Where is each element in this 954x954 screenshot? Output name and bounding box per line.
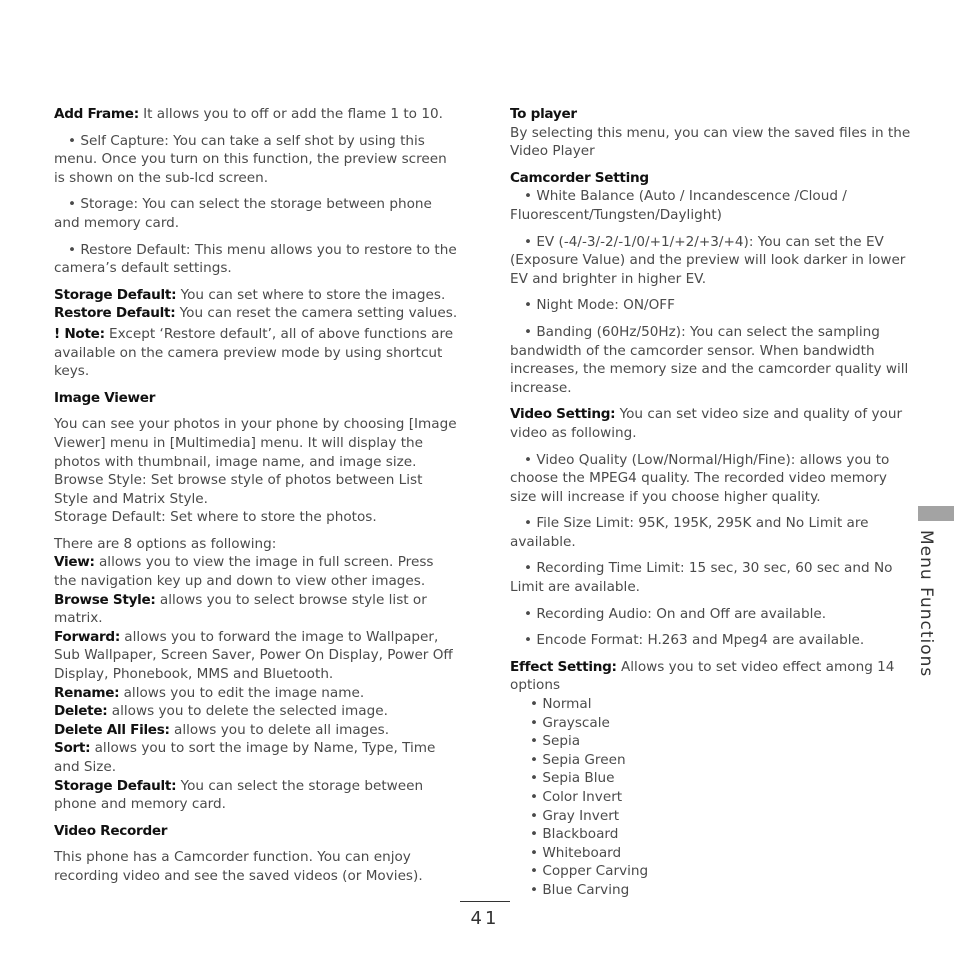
- restore-default-bullet: • Restore Default: This menu allows you to restore to the camera’s default settings.: [54, 241, 460, 278]
- effect-item: • Normal: [530, 695, 915, 714]
- ev-bullet: • EV (-4/-3/-2/-1/0/+1/+2/+3/+4): You can set the EV (Exposure Value) and the preview will look darker in lower EV and brighter in higher EV.: [510, 233, 915, 289]
- image-viewer-options-intro: There are 8 options as following:: [54, 535, 277, 552]
- effect-setting-paragraph: [510, 658, 915, 695]
- option-text: You can select the storage between phone and memory card.: [54, 777, 424, 813]
- option-text: allows you to forward the image to Wallpaper, Sub Wallpaper, Screen Saver, Power On Display, Power Off Display, Phonebook, MMS and Bluetooth.: [54, 628, 453, 683]
- effect-setting-label: Effect Setting:: [510, 658, 617, 675]
- option-label: Delete All Files:: [54, 721, 170, 738]
- image-viewer-heading: Image Viewer: [54, 389, 156, 406]
- page-number-rule: [460, 901, 510, 902]
- option-label: Rename:: [54, 684, 120, 701]
- effect-item: • Gray Invert: [530, 807, 915, 826]
- restore-default-label: Restore Default:: [54, 305, 176, 322]
- option-text: allows you to delete the selected image.: [107, 703, 388, 720]
- option-text: allows you to select browse style list or matrix.: [54, 591, 427, 627]
- add-frame-label: Add Frame:: [54, 106, 139, 122]
- effect-item: • Sepia Green: [530, 751, 915, 770]
- video-quality-bullet: • Video Quality (Low/Normal/High/Fine): allows you to choose the MPEG4 quality. The recorded video memory size will increase if you choose higher quality.: [510, 451, 915, 507]
- option-storage-default: [54, 777, 460, 814]
- effect-item: • Blackboard: [530, 825, 915, 844]
- effect-item: • Color Invert: [530, 788, 915, 807]
- option-text: allows you to view the image in full screen. Press the navigation key up and down to view other images.: [54, 554, 434, 590]
- option-text: allows you to delete all images.: [169, 721, 390, 738]
- restore-default-line: [54, 304, 460, 323]
- option-label: Forward:: [54, 628, 120, 645]
- note-paragraph: [54, 325, 460, 381]
- add-frame-paragraph: [54, 105, 460, 124]
- option-label: Sort:: [54, 740, 91, 757]
- right-column: [510, 105, 915, 900]
- option-text: allows you to sort the image by Name, Type, Time and Size.: [54, 740, 436, 775]
- recording-time-limit-bullet: • Recording Time Limit: 15 sec, 30 sec, 60 sec and No Limit are available.: [510, 559, 915, 596]
- left-column: [54, 105, 460, 886]
- video-setting-paragraph: [510, 405, 915, 442]
- image-viewer-storage-line: Storage Default: Set where to store the photos.: [54, 509, 377, 526]
- option-label: Storage Default:: [54, 777, 177, 794]
- to-player-heading: To player: [510, 106, 577, 122]
- image-viewer-browse-line: Browse Style: Set browse style of photos between List Style and Matrix Style.: [54, 472, 423, 507]
- effect-item: • Sepia Blue: [530, 769, 915, 788]
- video-setting-label: Video Setting:: [510, 406, 616, 423]
- video-setting-text: You can set video size and quality of your video as following.: [510, 406, 903, 441]
- camcorder-setting-heading: Camcorder Setting: [510, 169, 649, 186]
- storage-bullet: • Storage: You can select the storage between phone and memory card.: [54, 195, 460, 232]
- option-sort: [54, 739, 460, 776]
- section-tab-marker: [918, 506, 954, 521]
- effect-item: • Copper Carving: [530, 862, 915, 881]
- effect-list: [510, 695, 915, 900]
- option-view: [54, 553, 460, 590]
- encode-format-bullet: • Encode Format: H.263 and Mpeg4 are available.: [510, 631, 915, 650]
- effect-item: • Sepia: [530, 732, 915, 751]
- option-text: allows you to edit the image name.: [119, 684, 365, 701]
- effect-item: • Blue Carving: [530, 881, 915, 900]
- to-player-text: By selecting this menu, you can view the saved files in the Video Player: [510, 124, 911, 160]
- option-label: Browse Style:: [54, 591, 156, 608]
- option-delete: [54, 702, 460, 721]
- night-mode-bullet: • Night Mode: ON/OFF: [510, 296, 915, 315]
- file-size-limit-bullet: • File Size Limit: 95K, 195K, 295K and No Limit are available.: [510, 514, 915, 551]
- restore-default-text: You can reset the camera setting values.: [175, 305, 458, 322]
- storage-default-text: You can set where to store the images.: [176, 286, 446, 303]
- effect-item: • Whiteboard: [530, 844, 915, 863]
- option-label: View:: [54, 554, 95, 571]
- banding-bullet: • Banding (60Hz/50Hz): You can select the sampling bandwidth of the camcorder sensor. When bandwidth increases, the memory size and the camcorder quality will increase.: [510, 323, 915, 397]
- recording-audio-bullet: • Recording Audio: On and Off are available.: [510, 605, 915, 624]
- option-rename: [54, 684, 460, 703]
- page-number: 41: [470, 908, 500, 929]
- image-viewer-intro: You can see your photos in your phone by choosing [Image Viewer] menu in [Multimedia] menu. It will display the photos with thumbnail, image name, and image size.: [54, 416, 457, 470]
- option-browse-style: [54, 591, 460, 628]
- storage-default-line: [54, 286, 460, 305]
- add-frame-text: It allows you to off or add the flame 1 to 10.: [138, 106, 443, 122]
- video-recorder-text: This phone has a Camcorder function. You can enjoy recording video and see the saved videos (or Movies).: [54, 849, 423, 884]
- note-label: ! Note:: [54, 325, 105, 342]
- section-side-label: Menu Functions: [916, 530, 936, 678]
- storage-default-label: Storage Default:: [54, 286, 177, 303]
- white-balance-bullet: • White Balance (Auto / Incandescence /Cloud / Fluorescent/Tungsten/Daylight): [510, 187, 915, 224]
- effect-setting-text: Allows you to set video effect among 14 options: [510, 658, 895, 694]
- option-label: Delete:: [54, 703, 108, 720]
- option-delete-all-files: [54, 721, 460, 740]
- effect-item: • Grayscale: [530, 714, 915, 733]
- note-text: Except ‘Restore default’, all of above functions are available on the camera preview mode by using shortcut keys.: [54, 325, 454, 380]
- option-forward: [54, 628, 460, 684]
- video-recorder-heading: Video Recorder: [54, 822, 168, 839]
- self-capture-bullet: • Self Capture: You can take a self shot by using this menu. Once you turn on this function, the preview screen is shown on the sub-lcd screen.: [54, 132, 460, 188]
